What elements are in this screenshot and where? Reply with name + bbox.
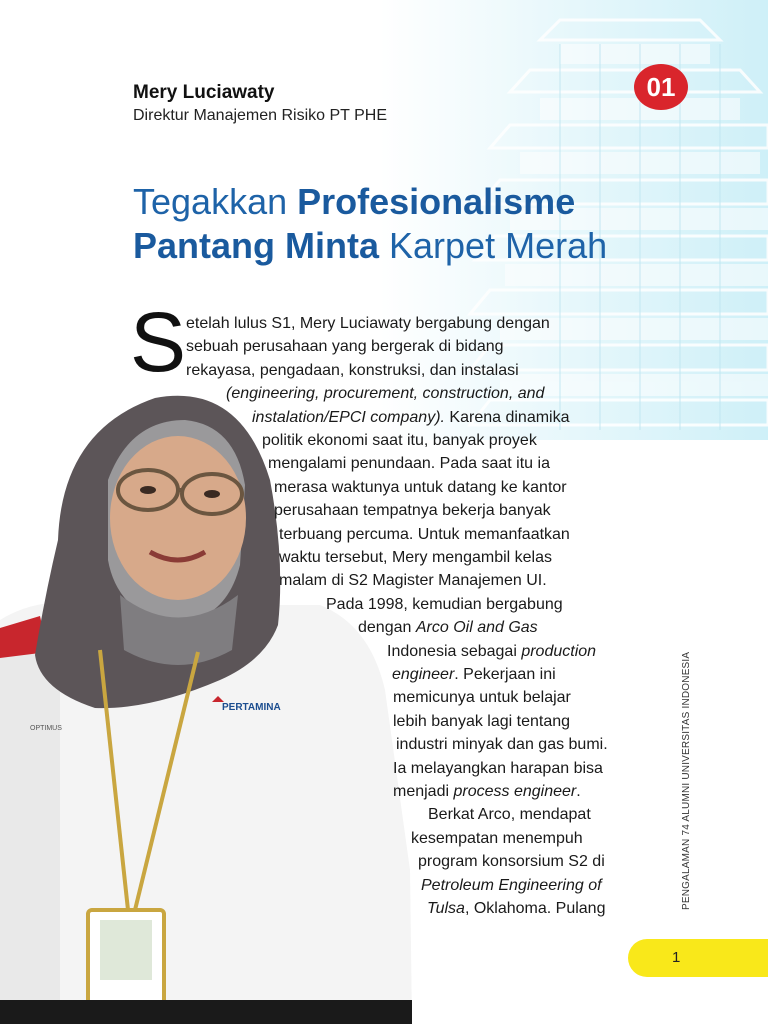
line-text-after: . xyxy=(576,783,581,800)
article-line xyxy=(411,829,583,849)
line-text: rekayasa, pengadaan, konstruksi, dan instalasi xyxy=(186,361,519,379)
article-line xyxy=(326,595,563,615)
line-text-after: Karena dinamika xyxy=(444,408,570,426)
person-role: Direktur Manajemen Risiko PT PHE xyxy=(133,107,388,124)
line-text: Berkat Arco, mendapat xyxy=(428,806,591,824)
page-number-tab xyxy=(628,939,768,977)
chapter-number-badge: 01 xyxy=(634,64,688,110)
article-line xyxy=(421,876,602,896)
article-line xyxy=(274,478,567,498)
side-caption: PENGALAMAN 74 ALUMNI UNIVERSITAS INDONESIA xyxy=(681,651,692,910)
article-line xyxy=(226,384,544,404)
title-line1-regular: Tegakkan xyxy=(133,181,298,222)
article-line xyxy=(358,618,538,638)
drop-cap: S xyxy=(130,295,187,389)
title-line-2 xyxy=(133,224,607,268)
line-text-after: . Pekerjaan ini xyxy=(454,666,556,683)
line-italic-text: engineer xyxy=(392,666,455,683)
line-text: sebuah perusahaan yang bergerak di bidang xyxy=(186,338,504,356)
line-text: Pada 1998, kemudian bergabung xyxy=(326,595,563,613)
line-text: mengalami penundaan. Pada saat itu ia xyxy=(268,455,550,473)
article-line xyxy=(428,805,591,825)
uniform-logo-text: PERTAMINA xyxy=(222,702,281,713)
line-italic-text: instalation/EPCI company). xyxy=(252,408,445,426)
article-line xyxy=(427,899,605,919)
line-text: Ia melayangkan harapan bisa xyxy=(393,759,603,777)
line-italic-text: (engineering, procurement, construction, and xyxy=(226,385,545,403)
line-text: merasa waktunya untuk datang ke kantor xyxy=(274,478,567,496)
article-line xyxy=(392,665,556,685)
line-text: politik ekonomi saat itu, banyak proyek xyxy=(262,432,537,449)
line-text: memicunya untuk belajar xyxy=(393,689,571,707)
article-line xyxy=(186,361,519,381)
line-text-after: , Oklahoma. Pulang xyxy=(464,900,606,917)
sleeve-text: OPTIMUS xyxy=(30,725,62,732)
line-text: etelah lulus S1, Mery Luciawaty bergabung dengan xyxy=(186,315,550,332)
article-line xyxy=(279,525,570,545)
line-text: malam di S2 Magister Manajemen UI. xyxy=(279,572,547,590)
article-line xyxy=(186,314,550,334)
line-italic-text: Petroleum Engineering of xyxy=(421,876,602,894)
title-line2-regular: Karpet Merah xyxy=(379,225,608,266)
article-line xyxy=(387,642,596,662)
article-line xyxy=(393,759,603,779)
line-text: industri minyak dan gas bumi. xyxy=(396,736,608,754)
line-text: Indonesia sebagai xyxy=(387,642,522,660)
page-number: 1 xyxy=(672,949,681,966)
article-line xyxy=(252,408,570,428)
line-italic-text: process engineer xyxy=(453,783,577,800)
line-text: lebih banyak lagi tentang xyxy=(393,712,571,730)
line-text: terbuang percuma. Untuk memanfaatkan xyxy=(279,525,570,543)
article-line xyxy=(279,571,547,591)
article-line xyxy=(268,454,550,474)
article-line xyxy=(274,501,551,521)
title-line-1 xyxy=(133,180,607,224)
title-line1-bold: Profesionalisme xyxy=(297,181,576,222)
line-text: dengan xyxy=(358,619,416,637)
article-line xyxy=(393,712,570,732)
article-line xyxy=(396,735,608,755)
line-italic-text: Tulsa xyxy=(427,900,465,917)
line-italic-text: production xyxy=(521,642,597,660)
line-text: menjadi xyxy=(393,783,454,800)
article-line xyxy=(393,688,571,708)
article-line xyxy=(279,548,552,568)
title-line2-bold: Pantang Minta xyxy=(133,225,380,266)
article-line xyxy=(262,431,537,451)
line-text: kesempatan menempuh xyxy=(411,829,583,847)
line-text: program konsorsium S2 di xyxy=(418,853,605,871)
article-line xyxy=(186,337,504,357)
person-name: Mery Luciawaty xyxy=(133,82,275,103)
line-text: waktu tersebut, Mery mengambil kelas xyxy=(279,549,552,566)
line-italic-text: Arco Oil and Gas xyxy=(415,619,538,637)
article-line xyxy=(418,852,605,872)
line-text: perusahaan tempatnya bekerja banyak xyxy=(274,502,551,520)
article-line xyxy=(393,782,581,802)
article-title xyxy=(133,180,607,268)
